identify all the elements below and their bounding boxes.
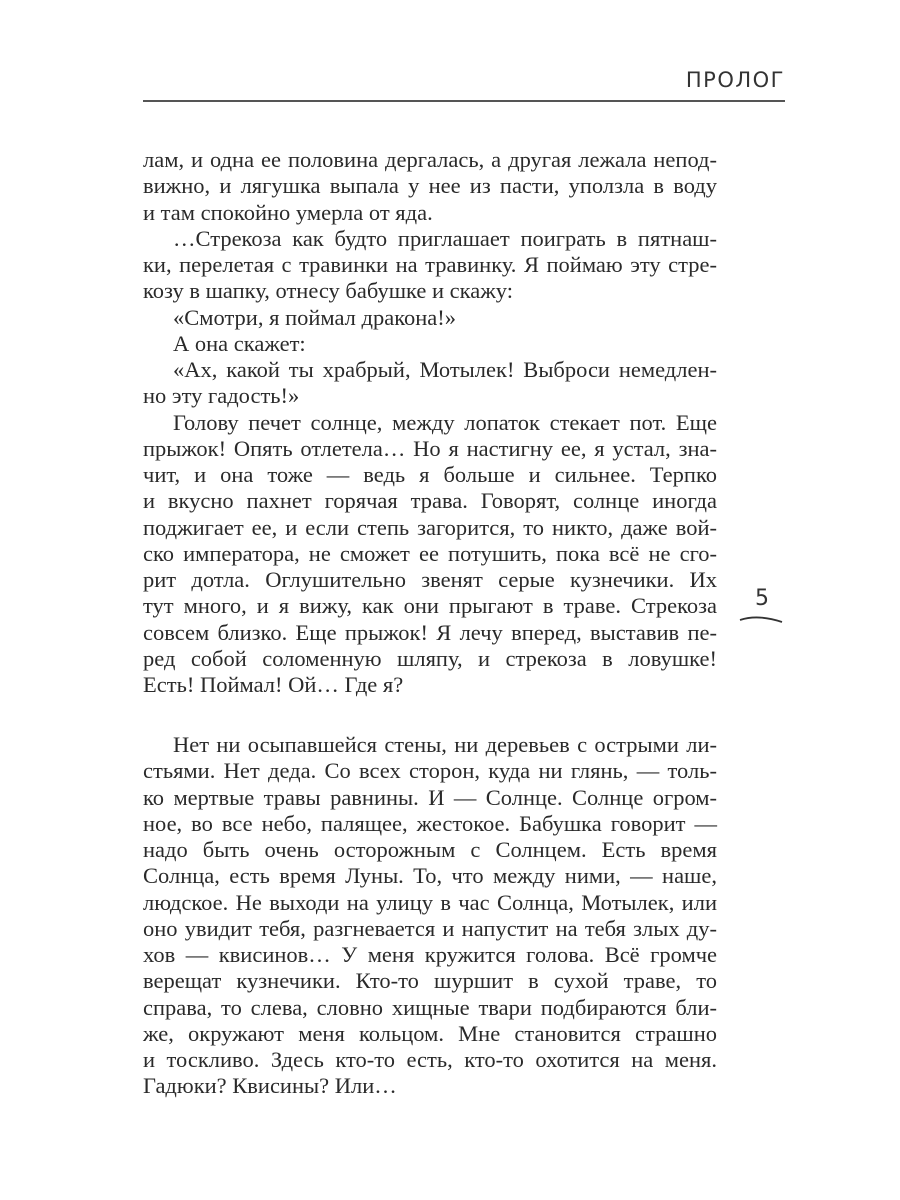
text-line: тут много, и я вижу, как они прыгают в траве. Стрекоза bbox=[143, 593, 717, 619]
text-line: ное, во все небо, палящее, жестокое. Бабушка говорит — bbox=[143, 810, 717, 836]
page-number: 5 bbox=[755, 586, 769, 611]
text-line: козу в шапку, отнесу бабушке и скажу: bbox=[143, 278, 513, 304]
running-header-title: ПРОЛОГ bbox=[685, 68, 785, 92]
text-line: «Смотри, я поймал дракона!» bbox=[173, 304, 457, 330]
text-line: и тоскливо. Здесь кто-то есть, кто-то охотится на меня. bbox=[143, 1047, 717, 1072]
text-line: вижно, и лягушка выпала у нее из пасти, уползла в воду bbox=[143, 173, 717, 199]
text-line: надо быть очень осторожным с Солнцем. Есть время bbox=[143, 837, 717, 862]
text-line: поджигает ее, и если степь загорится, то никто, даже вой- bbox=[143, 514, 717, 540]
text-line: же, окружают меня кольцом. Мне становится страшно bbox=[143, 1020, 717, 1046]
text-section-1 bbox=[143, 147, 717, 698]
text-line: Есть! Поймал! Ой… Где я? bbox=[143, 672, 404, 697]
text-line: Гадюки? Квисины? Или… bbox=[143, 1073, 397, 1099]
text-line: стьями. Нет деда. Со всех сторон, куда ни глянь, — толь- bbox=[143, 758, 717, 784]
text-line: чит, и она тоже — ведь я больше и сильнее. Терпко bbox=[143, 462, 717, 487]
header-rule bbox=[143, 100, 785, 102]
text-line: Солнца, есть время Луны. То, что между ними, — наше, bbox=[143, 863, 717, 889]
text-line: ред собой соломенную шляпу, и стрекоза в ловушке! bbox=[143, 645, 717, 671]
text-line: справа, то слева, словно хищные твари подбираются бли- bbox=[143, 994, 717, 1020]
text-line: рит дотла. Оглушительно звенят серые кузнечики. Их bbox=[143, 567, 717, 592]
text-line: людское. Не выходи на улицу в час Солнца, Мотылек, или bbox=[143, 889, 717, 915]
text-line: прыжок! Опять отлетела… Но я настигну ее, я устал, зна- bbox=[143, 435, 717, 461]
text-line: оно увидит тебя, разгневается и напустит на тебя злых ду- bbox=[143, 915, 717, 941]
text-line: но эту гадость!» bbox=[143, 383, 300, 409]
text-line: А она скажет: bbox=[173, 330, 306, 356]
text-line: хов — квисинов… У меня кружится голова. Всё громче bbox=[143, 942, 717, 967]
text-line: ско императора, не сможет ее потушить, пока всё не сго- bbox=[143, 540, 717, 566]
text-line: и вкусно пахнет горячая трава. Говорят, солнце иногда bbox=[143, 488, 717, 514]
text-line: лам, и одна ее половина дергалась, а другая лежала непод- bbox=[143, 147, 717, 172]
text-line: Нет ни осыпавшейся стены, ни деревьев с острыми ли- bbox=[173, 732, 717, 757]
page-number-swash bbox=[738, 612, 784, 626]
text-line: ки, перелетая с травинки на травинку. Я поймаю эту стре- bbox=[143, 252, 717, 277]
text-line: «Ах, какой ты храбрый, Мотылек! Выброси немедлен- bbox=[173, 357, 717, 382]
text-line: совсем близко. Еще прыжок! Я лечу вперед, выставив пе- bbox=[143, 619, 717, 645]
text-section-2 bbox=[143, 732, 717, 1100]
text-line: верещат кузнечики. Кто-то шуршит в сухой траве, то bbox=[143, 968, 717, 994]
text-line: …Стрекоза как будто приглашает поиграть в пятнаш- bbox=[173, 225, 717, 251]
text-line: ко мертвые травы равнины. И — Солнце. Солнце огром- bbox=[143, 784, 717, 810]
text-line: Голову печет солнце, между лопаток стекает пот. Еще bbox=[173, 409, 717, 435]
text-line: и там спокойно умерла от яда. bbox=[143, 199, 433, 225]
